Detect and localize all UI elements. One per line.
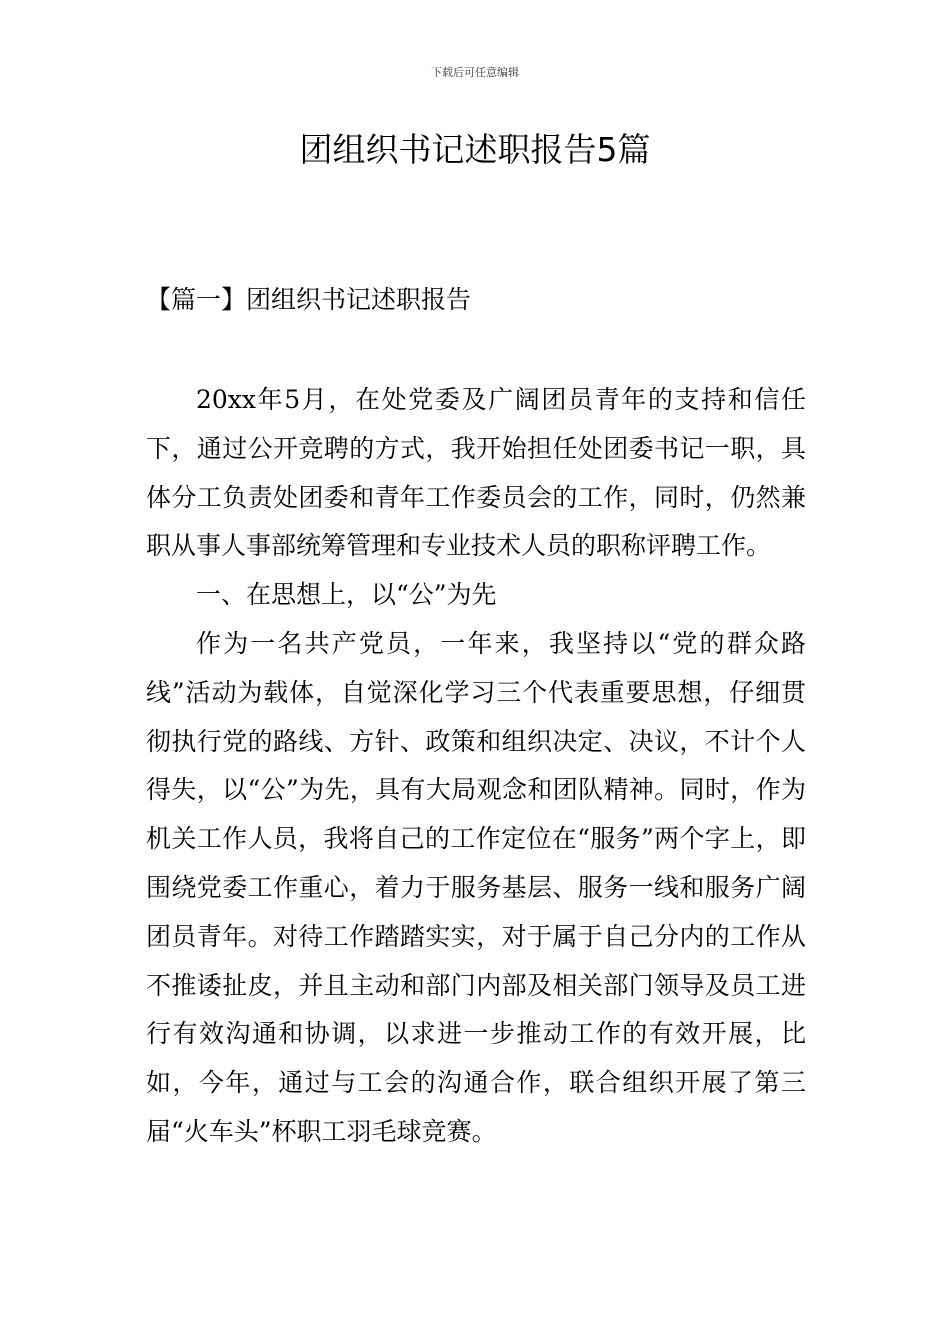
paragraph-intro: 20xx年5月，在处党委及广阔团员青年的支持和信任下，通过公开竞聘的方式，我开始担任处团委书记一职，具体分工负责处团委和青年工作委员会的工作，同时，仍然兼职从事人事部统筹管理和专业技术人员的职称评聘工作。 (146, 385, 806, 561)
header-note: 下载后可任意编辑 (431, 66, 519, 79)
paragraph-subheading: 一、在思想上，以“公”为先 (196, 580, 497, 610)
paragraph-body: 作为一名共产党员，一年来，我坚持以“党的群众路线”活动为载体，自觉深化学习三个代表重要思想，仔细贯彻执行党的路线、方针、政策和组织决定、决议，不计个人得失，以“公”为先，具有大局观念和团队精神。同时，作为机关工作人员，我将自己的工作定位在“服务”两个字上，即围绕党委工作重心，着力于服务基层、服务一线和服务广阔团员青年。对待工作踏踏实实，对于属于自己分内的工作从不推诿扯皮，并且主动和部门内部及相关部门领导及员工进行有效沟通和协调，以求进一步推动工作的有效开展，比如，今年，通过与工会的沟通合作，联合组织开展了第三届“火车头”杯职工羽毛球竞赛。 (146, 628, 806, 1146)
body-text (146, 376, 806, 1157)
document-title: 团组织书记述职报告5篇 (299, 130, 651, 169)
section-heading: 【篇一】团组织书记述职报告 (146, 285, 472, 314)
